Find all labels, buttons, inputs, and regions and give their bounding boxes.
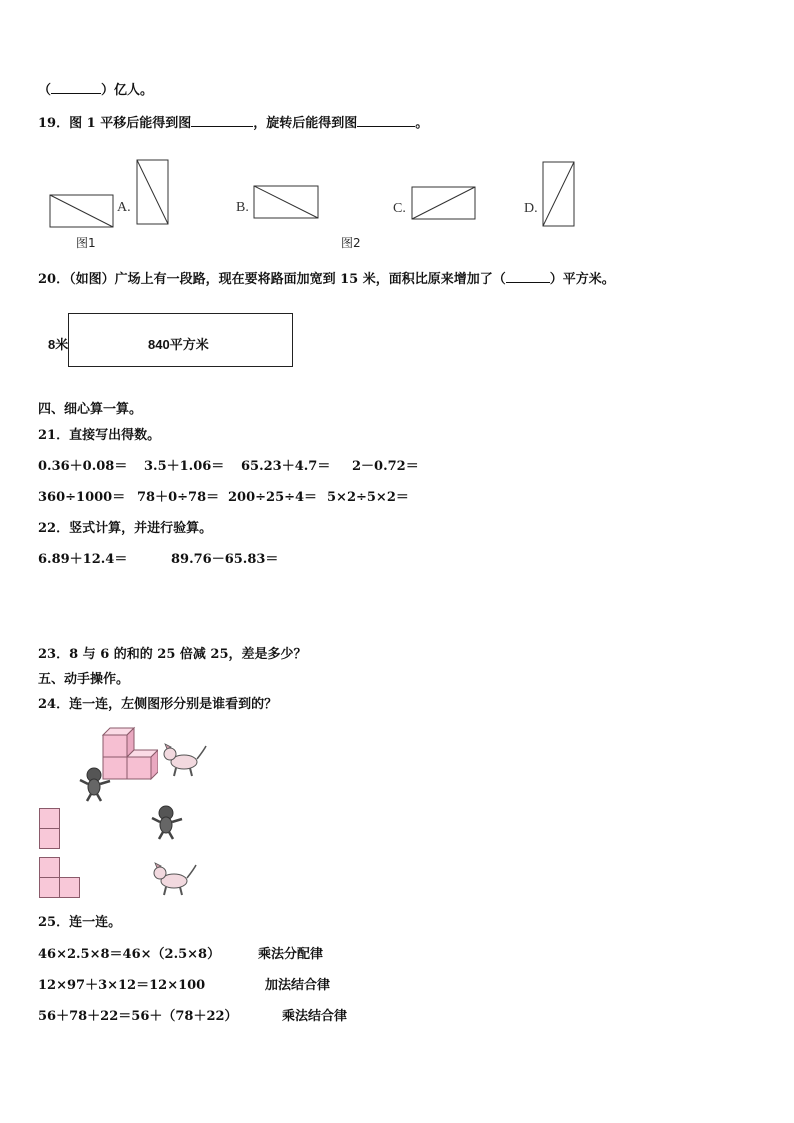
question-19: 19．图 1 平移后能得到图 ，旋转后能得到图 。 [38, 116, 429, 131]
option-b-shape [254, 186, 318, 218]
view2-square-bottom-right [59, 877, 80, 898]
option-d-shape [543, 162, 574, 226]
equation-2: 12×97＋3×12＝12×100 [38, 978, 206, 993]
question-22-title: 22．竖式计算，并进行验算。 [38, 521, 213, 536]
answer-blank[interactable] [51, 93, 101, 94]
view2-square-bottom-left [39, 877, 60, 898]
road-area-label: 840平方米 [148, 337, 209, 352]
option-a-label: A. [117, 200, 131, 215]
option-d-label: D. [524, 201, 538, 216]
option-c-label: C. [393, 201, 406, 216]
calc-7: 200÷25÷4＝ [228, 490, 318, 505]
question-21-title: 21．直接写出得数。 [38, 428, 161, 443]
question-24: 24．连一连，左侧图形分别是谁看到的？ [38, 697, 278, 712]
answer-blank-translate[interactable] [191, 126, 253, 127]
law-2: 加法结合律 [265, 978, 331, 993]
question-23: 23．8 与 6 的和的 25 倍减 25，差是多少？ [38, 647, 307, 662]
figure-1-caption: 图1 [76, 236, 96, 250]
law-3: 乘法结合律 [282, 1009, 348, 1024]
figure-2-caption: 图2 [341, 236, 361, 250]
road-width-label: 8米 [48, 337, 69, 352]
calc-6: 78＋0÷78＝ [137, 490, 220, 505]
section-5-heading: 五、动手操作。 [38, 672, 130, 687]
equation-3: 56＋78＋22＝56＋（78＋22） [38, 1009, 238, 1024]
section-4-heading: 四、细心算一算。 [38, 402, 143, 417]
vertical-calc-2: 89.76－65.83＝ [171, 552, 279, 567]
option-b-label: B. [236, 200, 249, 215]
previous-answer-line [38, 83, 153, 99]
question-25-title: 25．连一连。 [38, 915, 122, 930]
monkey-icon [150, 804, 186, 840]
view1-square-bottom [39, 828, 60, 849]
calc-2: 3.5＋1.06＝ [144, 459, 225, 474]
calc-3: 65.23＋4.7＝ [241, 459, 331, 474]
option-c-shape [412, 187, 475, 219]
equation-1: 46×2.5×8＝46×（2.5×8） [38, 947, 221, 962]
vertical-calc-1: 6.89＋12.4＝ [38, 552, 128, 567]
bracket-open: （ [38, 83, 52, 98]
monkey-icon [78, 766, 114, 802]
bracket-close: ）亿人。 [101, 83, 154, 98]
answer-blank-rotate[interactable] [357, 126, 415, 127]
view1-square-top [39, 808, 60, 829]
calc-1: 0.36＋0.08＝ [38, 459, 128, 474]
calc-4: 2－0.72＝ [352, 459, 419, 474]
question-20: 20．（如图）广场上有一段路，现在要将路面加宽到 15 米，面积比原来增加了（ ）平方米。 [38, 272, 615, 287]
calc-5: 360÷1000＝ [38, 490, 126, 505]
view2-square-top [39, 857, 60, 878]
calc-8: 5×2÷5×2＝ [327, 490, 409, 505]
law-1: 乘法分配律 [258, 947, 324, 962]
figure-1-rectangle [50, 195, 113, 227]
dog-icon [160, 742, 208, 778]
option-a-shape [137, 160, 168, 224]
dog-icon [150, 861, 198, 897]
figure-19-shapes [40, 150, 600, 240]
answer-blank-area[interactable] [506, 282, 550, 283]
